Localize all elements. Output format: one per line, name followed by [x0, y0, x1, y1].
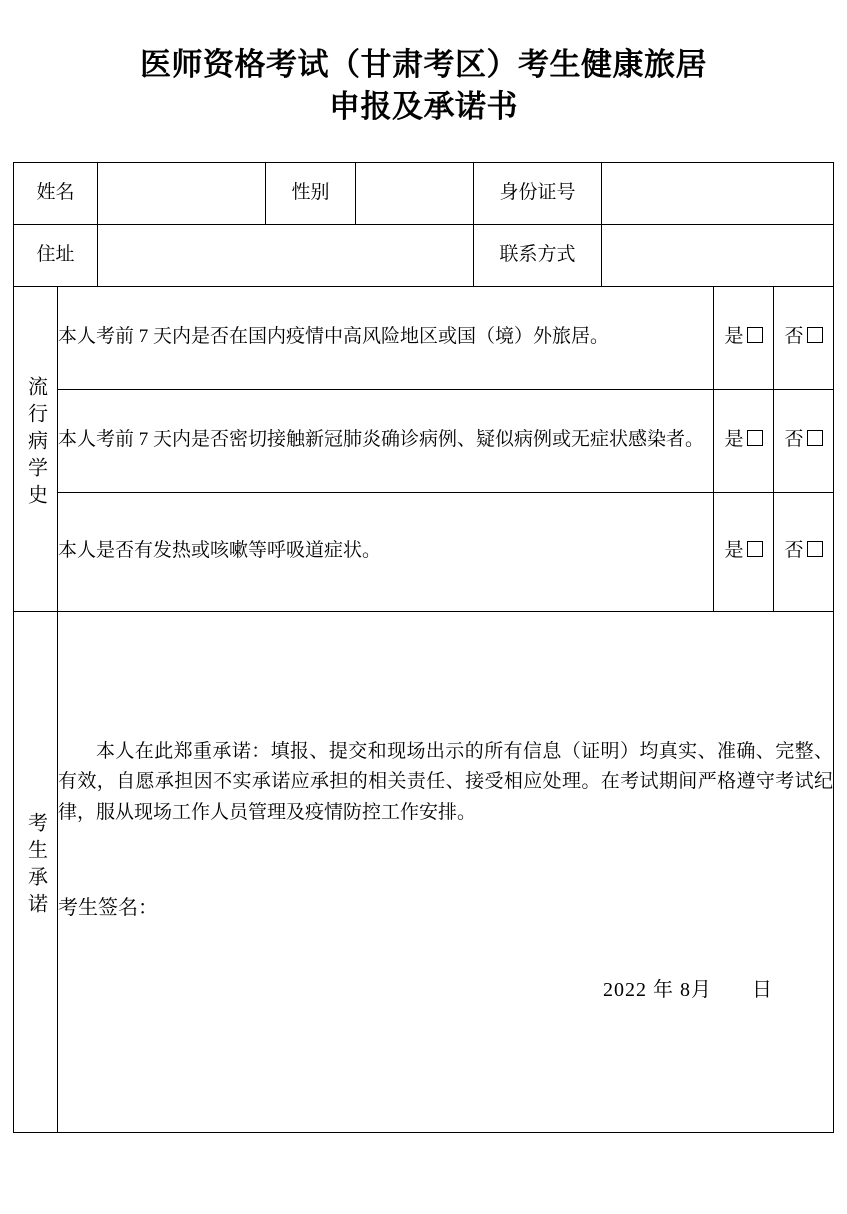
checkbox-icon[interactable]: [807, 430, 823, 446]
contact-field[interactable]: [602, 224, 834, 286]
date-day-unit: 日: [752, 979, 774, 1002]
question-3-no-label: 否: [784, 540, 804, 562]
date-month-unit: 月: [691, 979, 713, 1002]
gender-field[interactable]: [356, 162, 474, 224]
date-year: 2022: [603, 979, 648, 1002]
name-field[interactable]: [98, 162, 266, 224]
date-month: 8: [680, 979, 692, 1002]
table-row-question-3: [13, 492, 833, 611]
signature-label: 考生签名：: [57, 897, 158, 920]
page-title: [0, 0, 847, 128]
table-row-pledge: [13, 611, 833, 1132]
signature-line[interactable]: [58, 892, 833, 924]
question-2-yes-label: 是: [724, 429, 744, 451]
checkbox-icon[interactable]: [747, 430, 763, 446]
question-2-no[interactable]: [774, 389, 834, 492]
table-row-contact: [13, 224, 833, 286]
id-label: 身份证号: [474, 162, 602, 224]
date-year-unit: 年: [653, 979, 675, 1002]
pledge-section-label: 考生承诺: [13, 611, 57, 1132]
date-line[interactable]: [58, 974, 833, 1006]
question-3-no[interactable]: [774, 492, 834, 611]
question-2-no-label: 否: [784, 429, 804, 451]
question-2-text: 本人考前 7 天内是否密切接触新冠肺炎确诊病例、疑似病例或无症状感染者。: [57, 389, 713, 492]
address-label: 住址: [13, 224, 97, 286]
question-1-no[interactable]: [774, 286, 834, 389]
name-label: 姓名: [13, 162, 97, 224]
health-declaration-table: [13, 162, 834, 1133]
question-1-no-label: 否: [784, 326, 804, 348]
gender-label: 性别: [266, 162, 356, 224]
contact-label: 联系方式: [474, 224, 602, 286]
question-1-yes-label: 是: [724, 326, 744, 348]
table-row-identity: [13, 162, 833, 224]
question-1-text: 本人考前 7 天内是否在国内疫情中高风险地区或国（境）外旅居。: [57, 286, 713, 389]
question-3-text: 本人是否有发热或咳嗽等呼吸道症状。: [57, 492, 713, 611]
checkbox-icon[interactable]: [747, 327, 763, 343]
id-field[interactable]: [602, 162, 834, 224]
question-3-yes[interactable]: [714, 492, 774, 611]
pledge-text: 本人在此郑重承诺：填报、提交和现场出示的所有信息（证明）均真实、准确、完整、有效，自愿承担因不实承诺应承担的相关责任、接受相应处理。在考试期间严格遵守考试纪律，服从现场工作人员管理及疫情防控工作安排。: [57, 741, 834, 823]
title-line-1: 医师资格考试（甘肃考区）考生健康旅居: [140, 47, 707, 82]
table-row-question-2: [13, 389, 833, 492]
checkbox-icon[interactable]: [807, 327, 823, 343]
checkbox-icon[interactable]: [807, 541, 823, 557]
question-2-yes[interactable]: [714, 389, 774, 492]
question-3-yes-label: 是: [724, 540, 744, 562]
address-field[interactable]: [98, 224, 474, 286]
title-line-2: 申报及承诺书: [329, 88, 518, 124]
checkbox-icon[interactable]: [747, 541, 763, 557]
pledge-body: [58, 737, 833, 828]
question-1-yes[interactable]: [714, 286, 774, 389]
pledge-content: [57, 611, 833, 1132]
epidemiology-section-label: 流行病学史: [13, 286, 57, 611]
table-row-question-1: [13, 286, 833, 389]
